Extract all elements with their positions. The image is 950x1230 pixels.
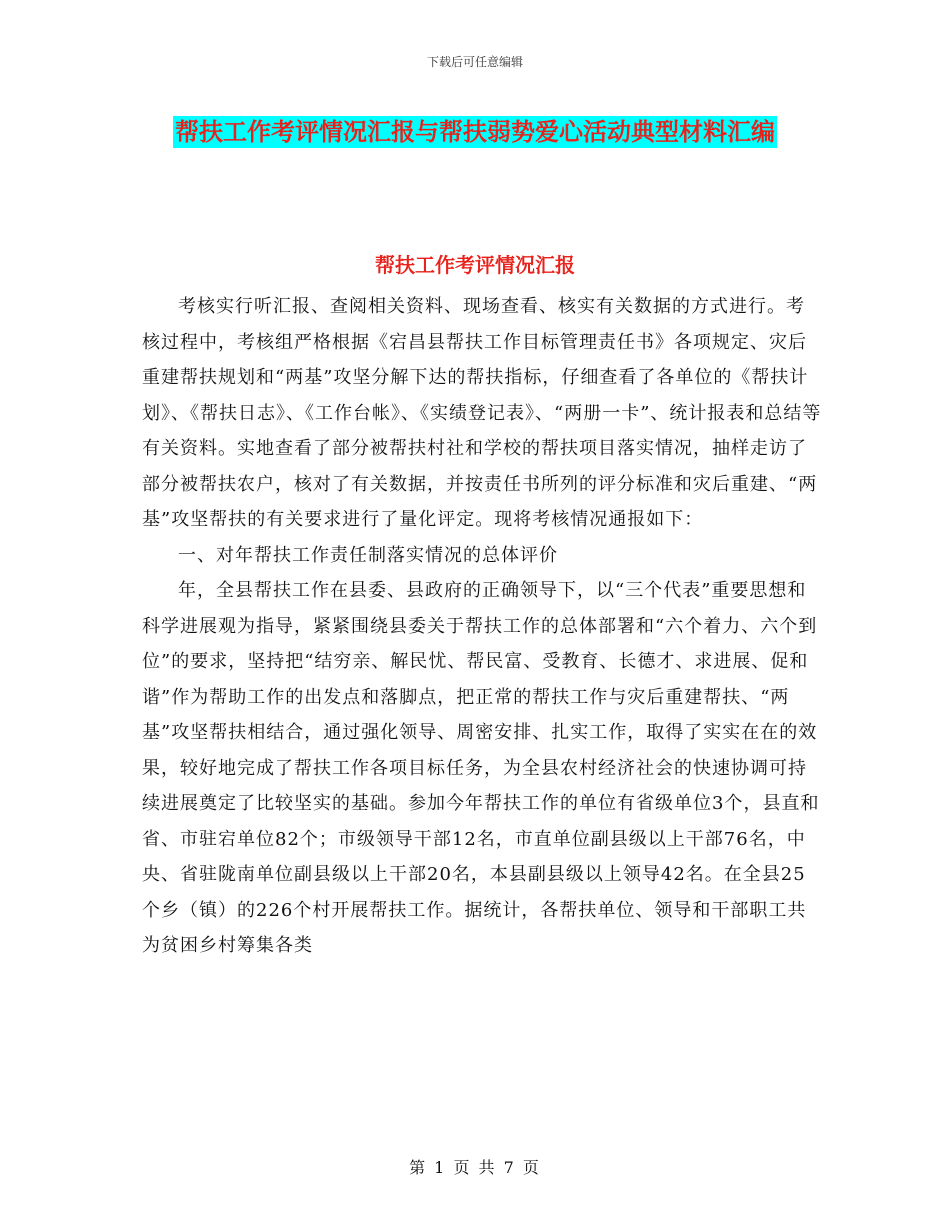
paragraph-evaluation: 年，全县帮扶工作在县委、县政府的正确领导下，以“三个代表”重要思想和科学进展观为指导，紧紧围绕县委关于帮扶工作的总体部署和“六个着力、六个到位”的要求，坚持把“结穷亲、解民忧、帮民富、受教育、长德才、求进展、促和谐”作为帮助工作的出发点和落脚点，把正常的帮扶工作与灾后重建帮扶、“两基”攻坚帮扶相结合，通过强化领导、周密安排、扎实工作，取得了实实在在的效果，较好地完成了帮扶工作各项目标任务，为全县农村经济社会的快速协调可持续进展奠定了比较坚实的基础。参加今年帮扶工作的单位有省级单位3个，县直和省、市驻宕单位82个；市级领导干部12名，市直单位副县级以上干部76名，中央、省驻陇南单位副县级以上干部20名，本县副县级以上领导42名。在全县25个乡（镇）的226个村开展帮扶工作。据统计，各帮扶单位、领导和干部职工共为贫困乡村筹集各类 bbox=[142, 580, 820, 956]
document-title-text: 帮扶工作考评情况汇报与帮扶弱势爱心活动典型材料汇编 bbox=[175, 118, 775, 146]
page-number: 第 1 页 共 7 页 bbox=[409, 1158, 541, 1177]
header-note: 下载后可任意编辑 bbox=[426, 55, 523, 69]
paragraph-heading-one: 一、对年帮扶工作责任制落实情况的总体评价 bbox=[178, 544, 558, 566]
section-title: 帮扶工作考评情况汇报 bbox=[375, 253, 575, 277]
paragraph-intro: 考核实行听汇报、查阅相关资料、现场查看、核实有关数据的方式进行。考核过程中，考核组严格根据《宕昌县帮扶工作目标管理责任书》各项规定、灾后重建帮扶规划和“两基”攻坚分解下达的帮扶指标，仔细查看了各单位的《帮扶计划》、《帮扶日志》、《工作台帐》、《实绩登记表》、“两册一卡”、统计报表和总结等有关资料。实地查看了部分被帮扶村社和学校的帮扶项目落实情况，抽样走访了部分被帮扶农户，核对了有关数据，并按责任书所列的评分标准和灾后重建、“两基”攻坚帮扶的有关要求进行了量化评定。现将考核情况通报如下： bbox=[142, 296, 822, 530]
document-title bbox=[150, 110, 800, 154]
document-body bbox=[142, 289, 822, 964]
